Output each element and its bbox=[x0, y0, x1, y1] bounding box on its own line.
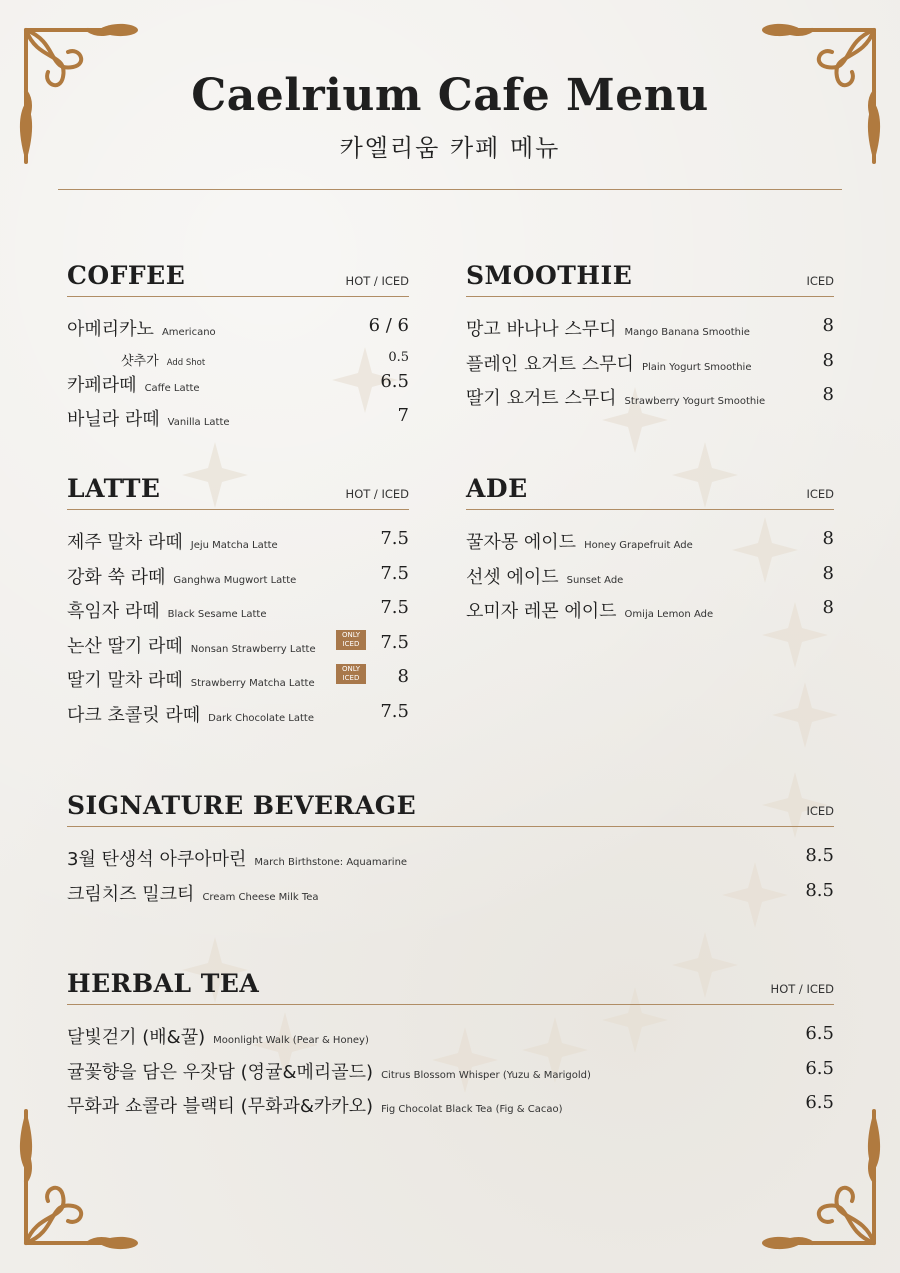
section-title: SIGNATURE BEVERAGE bbox=[67, 791, 417, 820]
section-divider bbox=[466, 509, 834, 510]
only-iced-badge: ONLY ICED bbox=[336, 664, 366, 684]
item-name-en: Vanilla Latte bbox=[167, 417, 230, 428]
item-name-en: Jeju Matcha Latte bbox=[190, 540, 278, 551]
item-name-en: Omija Lemon Ade bbox=[624, 609, 714, 620]
section-coffee bbox=[67, 257, 409, 440]
item-name-en: March Birthstone: Aquamarine bbox=[254, 857, 408, 868]
menu-item bbox=[67, 632, 409, 667]
item-name-en: Ganghwa Mugwort Latte bbox=[173, 574, 297, 586]
section-title: ADE bbox=[466, 474, 528, 503]
menu-item bbox=[67, 1058, 834, 1093]
item-price: 7 bbox=[397, 405, 409, 426]
menu-item bbox=[67, 666, 409, 701]
item-price: 8.5 bbox=[805, 879, 834, 901]
item-price: 7.5 bbox=[380, 631, 409, 653]
section-title: HERBAL TEA bbox=[67, 969, 260, 998]
item-name-en: Strawberry Yogurt Smoothie bbox=[624, 396, 766, 407]
section-temperature-note: HOT / ICED bbox=[345, 487, 409, 501]
only-iced-badge: ONLY ICED bbox=[336, 630, 366, 650]
menu-item bbox=[466, 315, 834, 350]
item-name-kr: 딸기 요거트 스무디 bbox=[466, 388, 617, 409]
section-temperature-note: ICED bbox=[806, 487, 834, 501]
item-price: 8 bbox=[822, 562, 834, 584]
section-ade bbox=[466, 470, 834, 632]
section-herbal-tea bbox=[67, 965, 834, 1127]
header-divider bbox=[58, 189, 842, 190]
item-name-kr: 다크 초콜릿 라떼 bbox=[67, 704, 201, 726]
menu-subtitle: 카엘리움 카페 메뉴 bbox=[339, 134, 561, 162]
item-name-kr: 아메리카노 bbox=[67, 319, 154, 340]
item-name-kr: 카페라떼 bbox=[67, 374, 137, 396]
menu-item-addon bbox=[67, 350, 409, 371]
item-price: 7.5 bbox=[380, 700, 409, 722]
menu-item bbox=[67, 405, 409, 440]
item-name-kr: 3월 탄생석 아쿠아마린 bbox=[67, 849, 247, 870]
item-price: 7.5 bbox=[380, 597, 409, 618]
item-price: 8.5 bbox=[805, 845, 834, 866]
section-temperature-note: HOT / ICED bbox=[770, 982, 834, 996]
menu-item bbox=[67, 528, 409, 563]
menu-item bbox=[67, 701, 409, 736]
item-price: 7.5 bbox=[380, 562, 409, 584]
item-price: 6.5 bbox=[805, 1023, 834, 1044]
section-signature-beverage bbox=[67, 787, 834, 914]
menu-item bbox=[466, 563, 834, 598]
item-name-kr: 오미자 레몬 에이드 bbox=[466, 601, 617, 622]
item-name-en: Nonsan Strawberry Latte bbox=[190, 643, 316, 655]
section-title: COFFEE bbox=[67, 261, 186, 290]
item-price: 8 bbox=[822, 597, 834, 618]
item-name-en: Honey Grapefruit Ade bbox=[584, 540, 693, 551]
section-temperature-note: HOT / ICED bbox=[345, 274, 409, 288]
item-name-en: Cream Cheese Milk Tea bbox=[202, 891, 319, 903]
section-latte bbox=[67, 470, 409, 735]
item-name-kr: 귤꽃향을 담은 우잣담 (영귤&메리골드) bbox=[67, 1061, 374, 1083]
item-price: 6 / 6 bbox=[368, 315, 409, 336]
section-title: LATTE bbox=[67, 474, 161, 503]
section-title: SMOOTHIE bbox=[466, 261, 633, 290]
section-temperature-note: ICED bbox=[806, 804, 834, 818]
item-name-kr: 플레인 요거트 스무디 bbox=[466, 353, 634, 375]
section-divider bbox=[67, 509, 409, 510]
item-price: 6.5 bbox=[805, 1092, 834, 1113]
item-price: 6.5 bbox=[380, 370, 409, 392]
item-name-kr: 망고 바나나 스무디 bbox=[466, 319, 617, 340]
item-name-en: Mango Banana Smoothie bbox=[624, 327, 750, 338]
item-name-en: Black Sesame Latte bbox=[167, 609, 267, 620]
menu-item bbox=[67, 880, 834, 915]
section-divider bbox=[466, 296, 834, 297]
item-name-kr: 강화 쑥 라떼 bbox=[67, 566, 166, 588]
menu-title: Caelrium Cafe Menu bbox=[191, 70, 709, 121]
item-name-kr: 제주 말차 라떼 bbox=[67, 532, 183, 553]
item-name-kr: 선셋 에이드 bbox=[466, 566, 559, 588]
menu-item bbox=[67, 315, 409, 350]
item-price: 8 bbox=[822, 315, 834, 336]
item-name-en: Americano bbox=[161, 327, 216, 338]
item-name-en: Add Shot bbox=[166, 357, 206, 368]
item-name-en: Dark Chocolate Latte bbox=[208, 712, 314, 724]
menu-item bbox=[67, 1023, 834, 1058]
section-divider bbox=[67, 296, 409, 297]
item-name-en: Fig Chocolat Black Tea (Fig & Cacao) bbox=[381, 1104, 563, 1115]
section-smoothie bbox=[466, 257, 834, 419]
item-price: 8 bbox=[822, 384, 834, 405]
menu-item bbox=[67, 563, 409, 598]
item-name-en: Citrus Blossom Whisper (Yuzu & Marigold) bbox=[381, 1069, 591, 1081]
menu-item bbox=[466, 350, 834, 385]
item-name-kr: 흑임자 라떼 bbox=[67, 601, 160, 622]
menu-item bbox=[466, 384, 834, 419]
item-name-kr: 꿀자몽 에이드 bbox=[466, 532, 577, 553]
item-price: 8 bbox=[822, 349, 834, 371]
item-price: 6.5 bbox=[805, 1057, 834, 1079]
item-price: 7.5 bbox=[380, 528, 409, 549]
item-name-kr: 무화과 쇼콜라 블랙티 (무화과&카카오) bbox=[67, 1096, 374, 1117]
menu-item bbox=[466, 528, 834, 563]
item-name-en: Plain Yogurt Smoothie bbox=[641, 361, 752, 373]
item-name-en: Strawberry Matcha Latte bbox=[190, 678, 315, 689]
section-temperature-note: ICED bbox=[806, 274, 834, 288]
item-name-kr: 논산 딸기 라떼 bbox=[67, 635, 183, 657]
item-name-kr: 바닐라 라떼 bbox=[67, 409, 160, 430]
menu-item bbox=[466, 597, 834, 632]
menu-item bbox=[67, 845, 834, 880]
item-name-en: Caffe Latte bbox=[144, 382, 200, 394]
section-divider bbox=[67, 1004, 834, 1005]
menu-item bbox=[67, 597, 409, 632]
item-name-en: Sunset Ade bbox=[566, 574, 624, 586]
item-name-kr: 샷추가 bbox=[121, 353, 159, 369]
item-name-kr: 딸기 말차 라떼 bbox=[67, 670, 183, 691]
decorative-star-icon bbox=[770, 680, 840, 750]
section-divider bbox=[67, 826, 834, 827]
menu-item bbox=[67, 1092, 834, 1127]
item-name-kr: 크림치즈 밀크티 bbox=[67, 883, 195, 905]
item-price: 0.5 bbox=[388, 349, 409, 365]
item-price: 8 bbox=[822, 528, 834, 549]
menu-item bbox=[67, 371, 409, 406]
item-name-en: Moonlight Walk (Pear & Honey) bbox=[213, 1035, 369, 1046]
item-price: 8 bbox=[397, 666, 409, 687]
item-name-kr: 달빛걷기 (배&꿀) bbox=[67, 1027, 206, 1048]
